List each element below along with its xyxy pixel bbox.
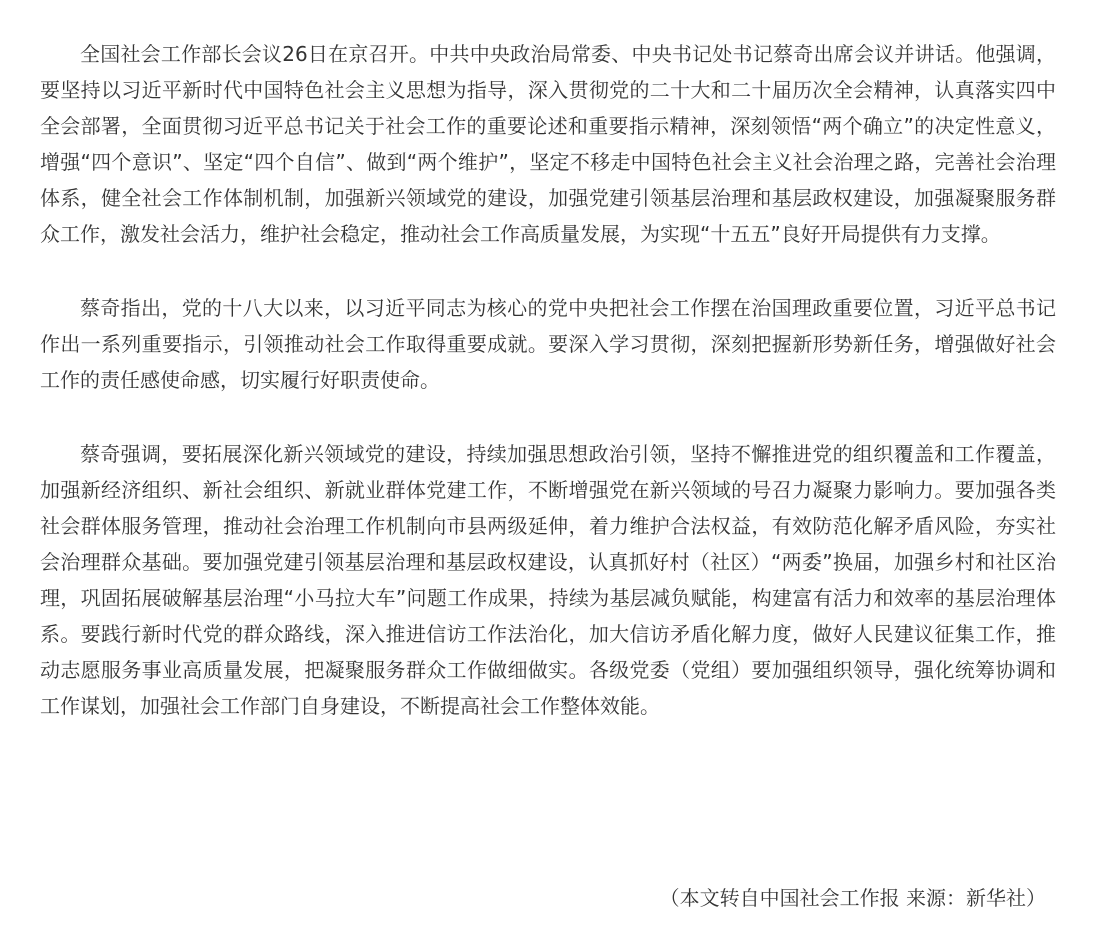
source-note: （本文转自中国社会工作报 来源：新华社） bbox=[659, 886, 1046, 910]
article-paragraph: 蔡奇指出，党的十八大以来，以习近平同志为核心的党中央把社会工作摆在治国理政重要位置，习近平总书记作出一系列重要指示，引领推动社会工作取得重要成就。要深入学习贯彻，深刻把握新形势新任务，增强做好社会工作的责任感使命感，切实履行好职责使命。 bbox=[40, 296, 1056, 392]
article-paragraph: 全国社会工作部长会议26日在京召开。中共中央政治局常委、中央书记处书记蔡奇出席会议并讲话。他强调，要坚持以习近平新时代中国特色社会主义思想为指导，深入贯彻党的二十大和二十届历次全会精神，认真落实四中全会部署，全面贯彻习近平总书记关于社会工作的重要论述和重要指示精神，深刻领悟“两个确立”的决定性意义，增强“四个意识”、坚定“四个自信”、做到“两个维护”，坚定不移走中国特色社会主义社会治理之路，完善社会治理体系，健全社会工作体制机制，加强新兴领域党的建设，加强党建引领基层治理和基层政权建设，加强凝聚服务群众工作，激发社会活力，维护社会稳定，推动社会工作高质量发展，为实现“十五五”良好开局提供有力支撑。 bbox=[40, 42, 1056, 246]
article-paragraph: 蔡奇强调，要拓展深化新兴领域党的建设，持续加强思想政治引领，坚持不懈推进党的组织覆盖和工作覆盖，加强新经济组织、新社会组织、新就业群体党建工作，不断增强党在新兴领域的号召力凝聚力影响力。要加强各类社会群体服务管理，推动社会治理工作机制向市县两级延伸，着力维护合法权益，有效防范化解矛盾风险，夯实社会治理群众基础。要加强党建引领基层治理和基层政权建设，认真抓好村（社区）“两委”换届，加强乡村和社区治理，巩固拓展破解基层治理“小马拉大车”问题工作成果，持续为基层减负赋能，构建富有活力和效率的基层治理体系。要践行新时代党的群众路线，深入推进信访工作法治化，加大信访矛盾化解力度，做好人民建议征集工作，推动志愿服务事业高质量发展，把凝聚服务群众工作做细做实。各级党委（党组）要加强组织领导，强化统筹协调和工作谋划，加强社会工作部门自身建设，不断提高社会工作整体效能。 bbox=[40, 442, 1056, 718]
article-body bbox=[40, 36, 1056, 724]
